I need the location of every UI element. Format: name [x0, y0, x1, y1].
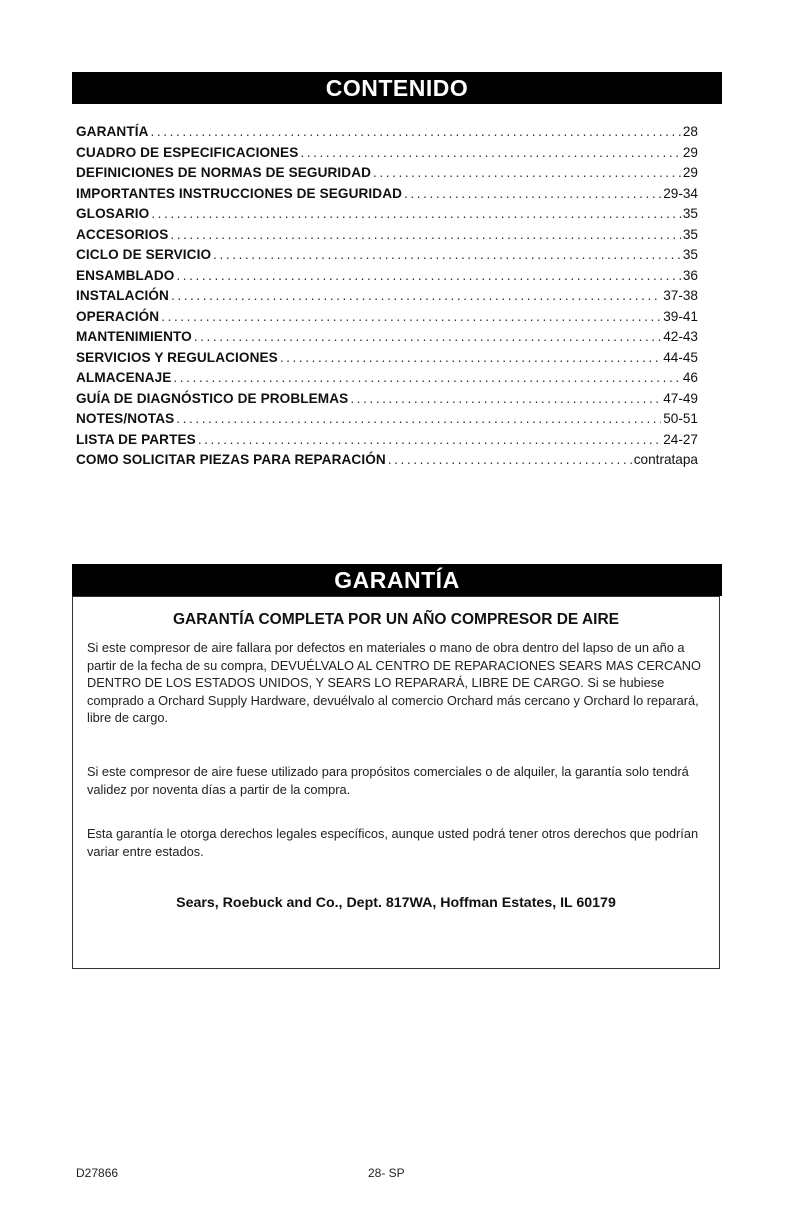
toc-page: 24-27: [663, 431, 698, 447]
dot-leader: [151, 206, 681, 221]
dot-leader: [350, 391, 661, 406]
toc-page: 36: [682, 267, 698, 283]
toc-entry: [76, 370, 698, 391]
toc-label: COMO SOLICITAR PIEZAS PARA REPARACIÓN: [76, 452, 386, 467]
toc-label: CICLO DE SERVICIO: [76, 247, 212, 262]
toc-page: 29: [682, 165, 698, 180]
toc-entry: [76, 247, 698, 268]
toc-page: 35: [682, 247, 698, 262]
toc-label: ALMACENAJE: [76, 370, 172, 385]
toc-label: OPERACIÓN: [76, 308, 160, 324]
toc-page: 29-34: [663, 185, 698, 201]
toc-page: 37-38: [663, 288, 698, 303]
toc-page: 35: [682, 226, 698, 242]
toc-entry: [76, 227, 698, 248]
dot-leader: [373, 165, 681, 180]
toc-label: NOTES/NOTAS: [76, 411, 175, 426]
toc-page: 28: [682, 124, 698, 139]
toc-label: GUÍA DE DIAGNÓSTICO DE PROBLEMAS: [76, 390, 349, 406]
warranty-title: GARANTÍA COMPLETA POR UN AÑO COMPRESOR DE AIRE: [172, 611, 620, 628]
toc-entry: [76, 288, 698, 309]
toc-entry: [76, 329, 698, 350]
toc-label: INSTALACIÓN: [76, 288, 169, 303]
toc-entry: [76, 145, 698, 166]
toc-page: 44-45: [663, 349, 698, 365]
dot-leader: [176, 411, 661, 426]
toc-label: LISTA DE PARTES: [76, 431, 196, 447]
table-of-contents: [76, 124, 698, 473]
toc-entry: [76, 391, 698, 412]
toc-entry: [76, 206, 698, 227]
dot-leader: [388, 452, 632, 467]
warranty-paragraph: Esta garantía le otorga derechos legales específicos, aunque usted podrá tener otros derechos que podrían variar entre estados.: [87, 826, 699, 859]
toc-entry: [76, 350, 698, 371]
toc-label: IMPORTANTES INSTRUCCIONES DE SEGURIDAD: [76, 185, 403, 201]
dot-leader: [151, 124, 681, 139]
toc-label: MANTENIMIENTO: [76, 329, 192, 344]
dot-leader: [404, 186, 661, 201]
toc-label: CUADRO DE ESPECIFICACIONES: [76, 144, 299, 160]
toc-label: ENSAMBLADO: [76, 267, 175, 283]
toc-label: ACCESORIOS: [76, 226, 169, 242]
dot-leader: [198, 432, 661, 447]
contenido-heading: CONTENIDO: [72, 72, 722, 104]
toc-page: 29: [682, 144, 698, 160]
toc-label: GLOSARIO: [76, 206, 150, 221]
toc-label: DEFINICIONES DE NORMAS DE SEGURIDAD: [76, 165, 372, 180]
dot-leader: [173, 370, 680, 385]
toc-page: 39-41: [663, 308, 698, 324]
toc-entry: [76, 268, 698, 289]
toc-page: 35: [682, 206, 698, 221]
warranty-box: [72, 596, 720, 969]
toc-page: 47-49: [663, 390, 698, 406]
toc-entry: [76, 186, 698, 207]
toc-entry: [76, 309, 698, 330]
warranty-paragraph: Si este compresor de aire fuese utilizado para propósitos comerciales o de alquiler, la garantía solo tendrá validez por noventa días a partir de la compra.: [87, 764, 689, 797]
dot-leader: [300, 145, 680, 160]
toc-page: 46: [682, 370, 698, 385]
sears-address: Sears, Roebuck and Co., Dept. 817WA, Hoffman Estates, IL 60179: [176, 895, 616, 911]
dot-leader: [194, 329, 661, 344]
dot-leader: [170, 227, 680, 242]
toc-page: contratapa: [633, 452, 698, 467]
dot-leader: [213, 247, 681, 262]
toc-page: 42-43: [663, 329, 698, 344]
warranty-paragraph: Si este compresor de aire fallara por defectos en materiales o mano de obra dentro del lapso de un año a partir de la fecha de su compra, DEVUÉLVALO AL CENTRO DE REPARACIONES SEARS MAS CERCANO DENTRO DE LOS ESTADOS UNIDOS, Y SEARS LO REPARARÁ, LIBRE DE CARGO. Si se hubiese comprado a Orchard Supply Hardware, devuélvalo al comercio Orchard más cercano y Orchard lo reparará, libre de cargo.: [87, 640, 701, 725]
dot-leader: [171, 288, 661, 303]
garantia-heading: GARANTÍA: [72, 564, 722, 596]
dot-leader: [176, 268, 680, 283]
toc-entry: [76, 124, 698, 145]
toc-page: 50-51: [663, 411, 698, 426]
toc-entry: [76, 411, 698, 432]
toc-entry: [76, 432, 698, 453]
dot-leader: [280, 350, 661, 365]
toc-label: GARANTÍA: [76, 124, 149, 139]
dot-leader: [161, 309, 661, 324]
toc-label: SERVICIOS Y REGULACIONES: [76, 349, 278, 365]
toc-entry: [76, 452, 698, 473]
document-code: D27866: [76, 1166, 119, 1180]
page-number: 28- SP: [368, 1166, 405, 1180]
toc-entry: [76, 165, 698, 186]
